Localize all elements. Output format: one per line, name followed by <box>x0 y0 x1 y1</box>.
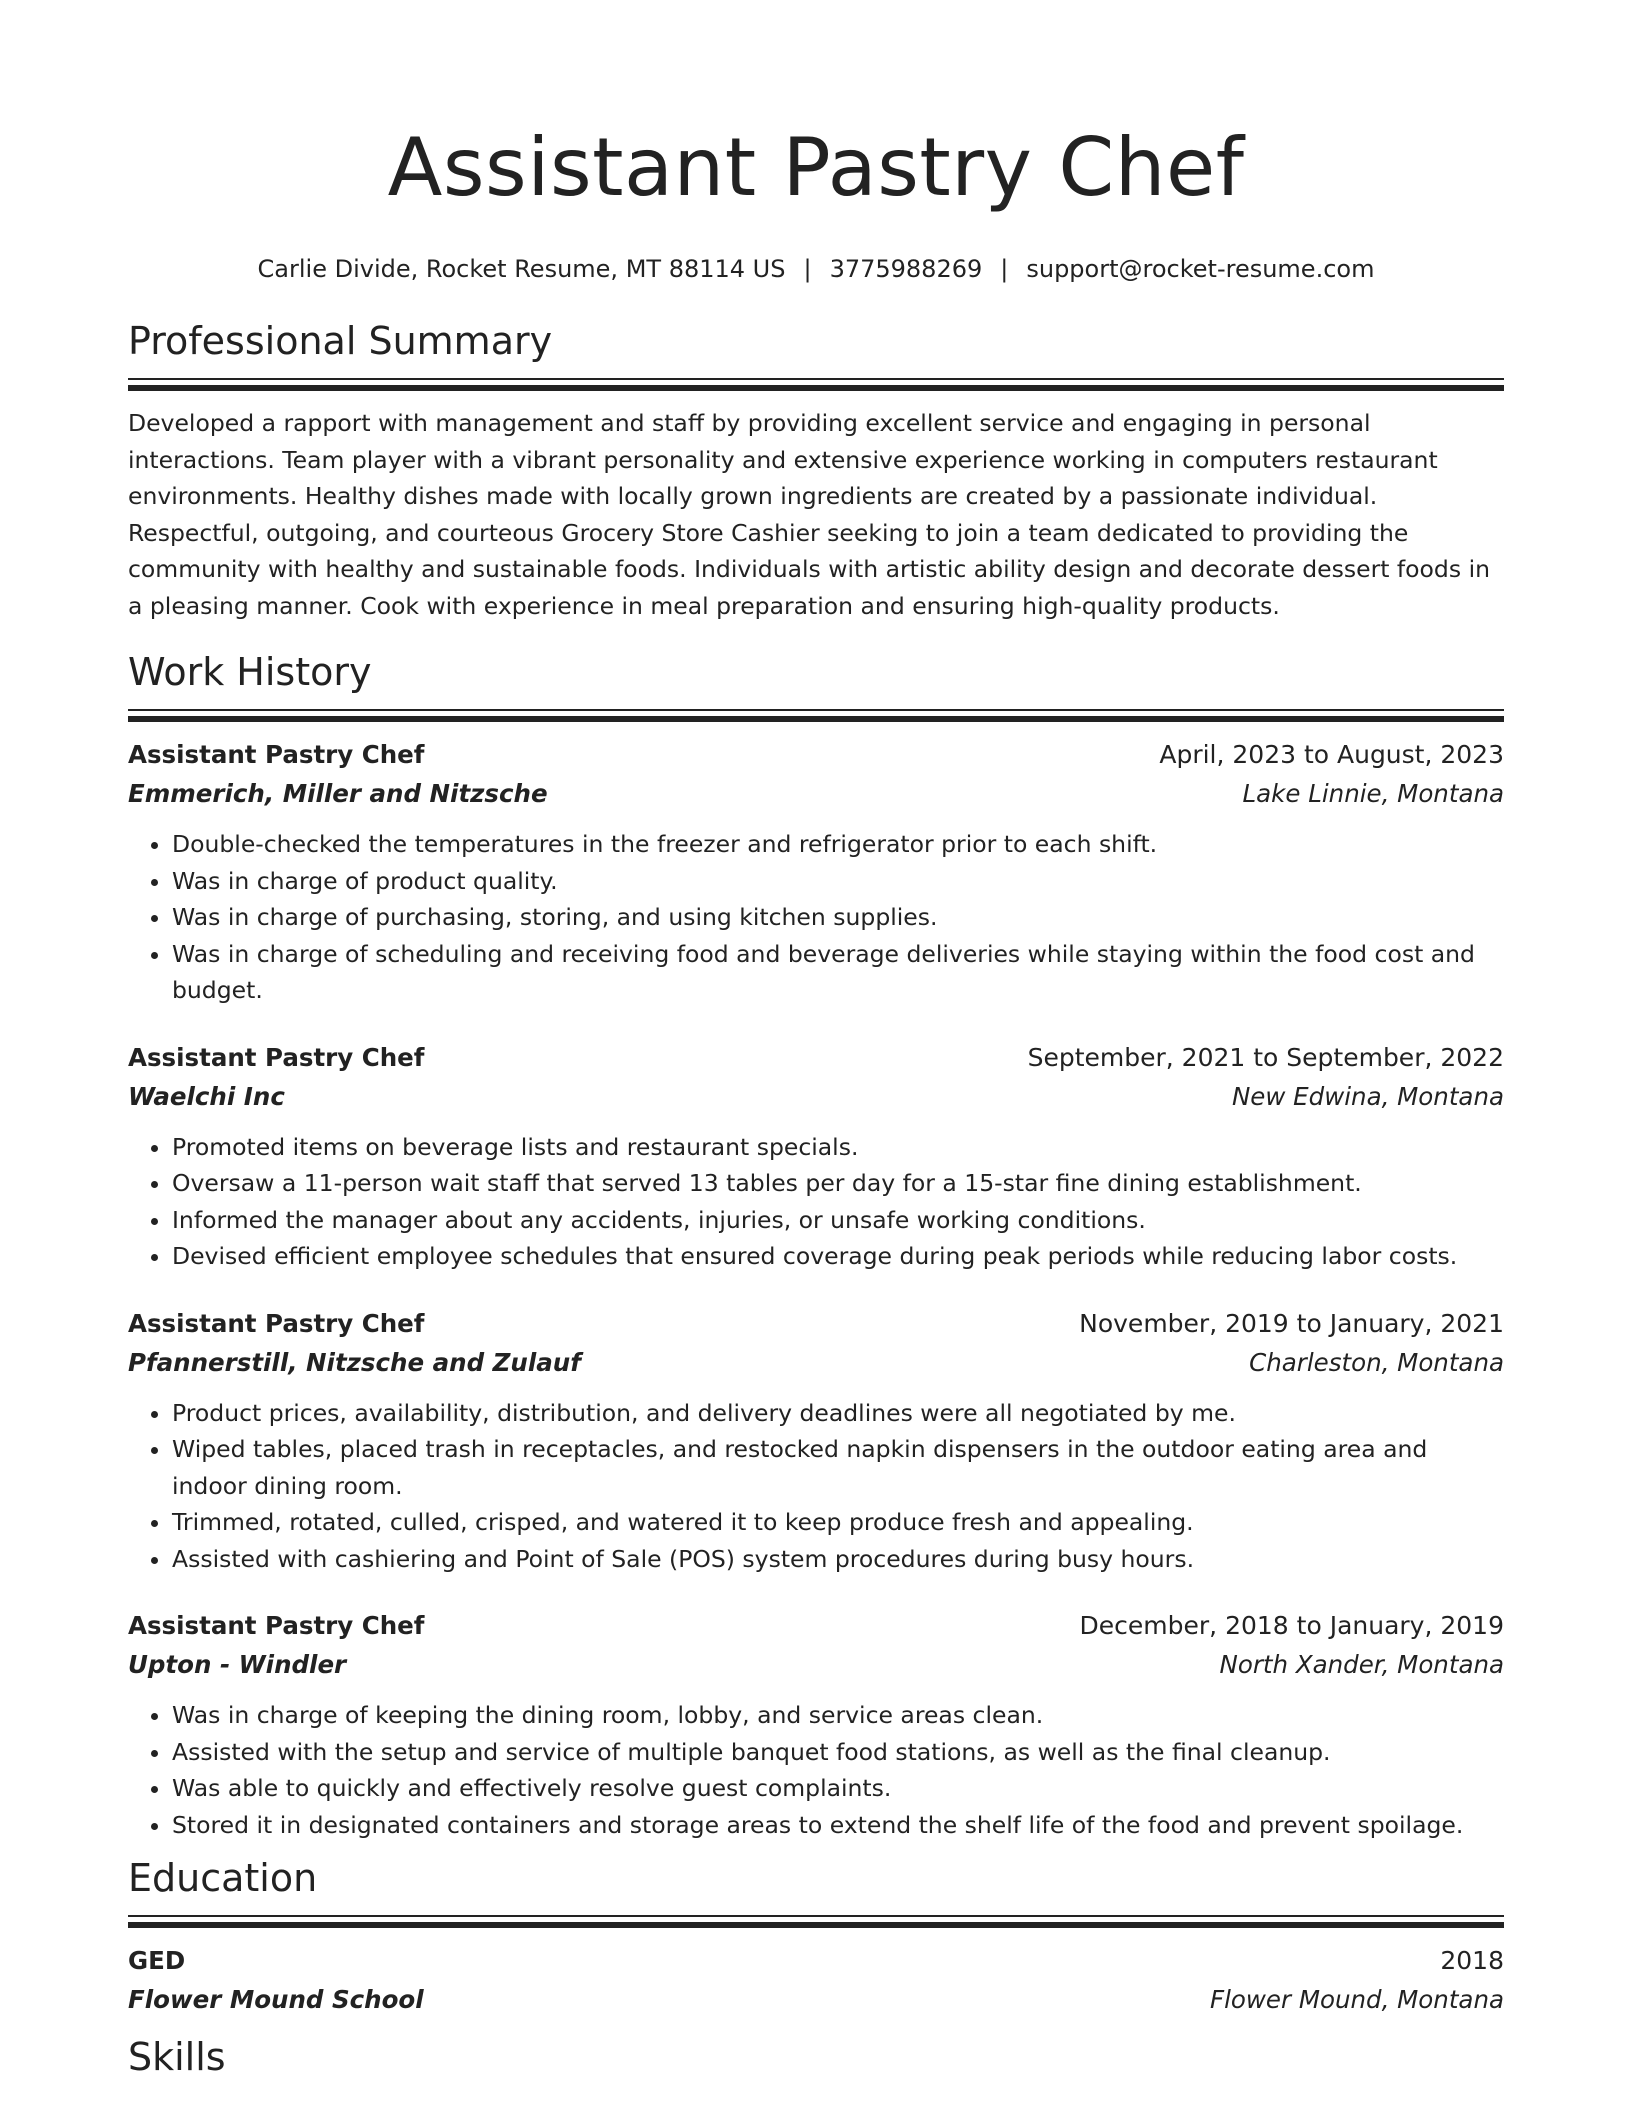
job-bullets <box>128 826 1504 1009</box>
list-item: • Assisted with cashiering and Point of Sale (POS) system procedures during busy hours. <box>172 1541 1504 1578</box>
job-entry <box>128 1607 1504 1843</box>
education-location: Flower Mound, Montana <box>1210 1985 1504 2014</box>
job-employer: Pfannerstill, Nitzsche and Zulauf <box>128 1347 581 1377</box>
education-year: 2018 <box>1440 1946 1504 1975</box>
job-title: Assistant Pastry Chef <box>128 1308 425 1338</box>
job-employer: Emmerich, Miller and Nitzsche <box>128 779 548 808</box>
education-entry <box>128 1942 1504 2020</box>
job-bullets <box>128 1697 1504 1843</box>
job-title: Assistant Pastry Chef <box>128 740 425 769</box>
list-item: • Wiped tables, placed trash in receptacles, and restocked napkin dispensers in the outdoor eating area and indoor dining room. <box>172 1431 1504 1504</box>
job-dates: December, 2018 to January, 2019 <box>1079 1611 1504 1640</box>
list-item: • Stored it in designated containers and storage areas to extend the shelf life of the food and prevent spoilage. <box>172 1807 1504 1844</box>
job-entry <box>128 736 1504 1009</box>
contact-address: Carlie Divide, Rocket Resume, MT 88114 US <box>257 255 786 283</box>
contact-separator: | <box>1000 255 1009 283</box>
education-heading: Education <box>128 1856 318 1900</box>
list-item: • Oversaw a 11-person wait staff that served 13 tables per day for a 15-star fine dining establishment. <box>172 1165 1504 1202</box>
work-history-heading: Work History <box>128 650 372 694</box>
section-divider <box>128 1915 1504 1928</box>
list-item: • Informed the manager about any accidents, injuries, or unsafe working conditions. <box>172 1202 1504 1239</box>
resume-page <box>128 0 1504 2082</box>
job-bullets <box>128 1395 1504 1578</box>
summary-section <box>128 316 1504 624</box>
job-location: Lake Linnie, Montana <box>1242 779 1504 808</box>
job-dates: September, 2021 to September, 2022 <box>1027 1042 1504 1072</box>
job-employer: Upton - Windler <box>128 1650 347 1679</box>
job-location: North Xander, Montana <box>1219 1650 1504 1679</box>
work-history-section <box>128 647 1504 1843</box>
job-dates: April, 2023 to August, 2023 <box>1159 740 1504 769</box>
job-location: Charleston, Montana <box>1249 1347 1504 1377</box>
contact-email: support@rocket-resume.com <box>1026 255 1375 283</box>
job-title: Assistant Pastry Chef <box>128 1611 425 1640</box>
job-entry <box>128 1305 1504 1578</box>
summary-text: Developed a rapport with management and staff by providing excellent service and engaging in personal interactions. Team player with a vibrant personality and extensive experience working in computers restaurant environments. Healthy dishes made with locally grown ingredients are created by a passionate individual. Respectful, outgoing, and courteous Grocery Store Cashier seeking to join a team dedicated to providing the community with healthy and sustainable foods. Individuals with artistic ability design and decorate dessert foods in a pleasing manner. Cook with experience in meal preparation and ensuring high-quality products. <box>128 409 1490 620</box>
job-location: New Edwina, Montana <box>1231 1081 1504 1111</box>
job-bullets <box>128 1129 1504 1275</box>
skills-heading: Skills <box>128 2035 226 2079</box>
education-school: Flower Mound School <box>128 1985 424 2014</box>
list-item: • Was in charge of scheduling and receiving food and beverage deliveries while staying within the food cost and budget. <box>172 936 1504 1009</box>
list-item: • Promoted items on beverage lists and restaurant specials. <box>172 1129 1504 1166</box>
list-item: • Double-checked the temperatures in the freezer and refrigerator prior to each shift. <box>172 826 1504 863</box>
list-item: • Was in charge of purchasing, storing, and using kitchen supplies. <box>172 899 1504 936</box>
section-divider <box>128 378 1504 391</box>
education-section <box>128 1853 1504 2020</box>
job-employer: Waelchi Inc <box>128 1081 285 1111</box>
job-dates: November, 2019 to January, 2021 <box>1079 1308 1504 1338</box>
education-degree: GED <box>128 1946 186 1975</box>
list-item: • Trimmed, rotated, culled, crisped, and watered it to keep produce fresh and appealing. <box>172 1504 1504 1541</box>
skills-section <box>128 2032 1504 2082</box>
contact-separator: | <box>803 255 812 283</box>
section-divider <box>128 709 1504 722</box>
list-item: • Product prices, availability, distribution, and delivery deadlines were all negotiated by me. <box>172 1395 1504 1432</box>
resume-title: Assistant Pastry Chef <box>387 121 1245 214</box>
contact-phone: 3775988269 <box>829 255 983 283</box>
list-item: • Devised efficient employee schedules that ensured coverage during peak periods while reducing labor costs. <box>172 1238 1504 1275</box>
job-title: Assistant Pastry Chef <box>128 1042 425 1072</box>
summary-heading: Professional Summary <box>128 319 553 363</box>
job-entry <box>128 1039 1504 1275</box>
list-item: • Was able to quickly and effectively resolve guest complaints. <box>172 1770 1504 1807</box>
list-item: • Assisted with the setup and service of multiple banquet food stations, as well as the final cleanup. <box>172 1734 1504 1771</box>
list-item: • Was in charge of keeping the dining room, lobby, and service areas clean. <box>172 1697 1504 1734</box>
contact-line <box>128 252 1504 286</box>
list-item: • Was in charge of product quality. <box>172 863 1504 900</box>
